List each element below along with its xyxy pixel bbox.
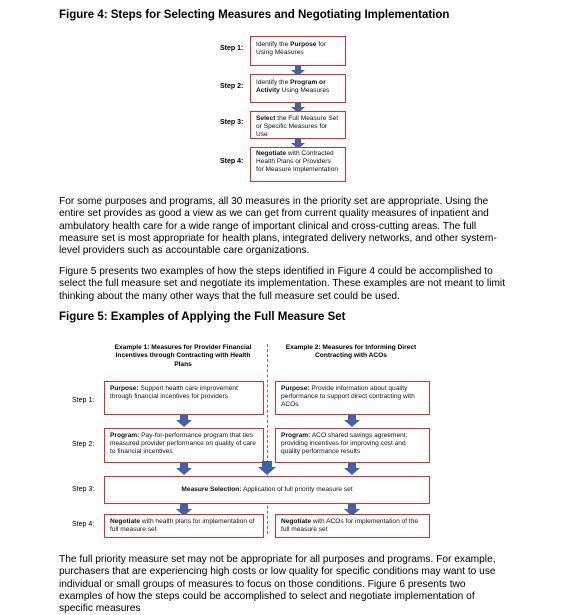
fig5-step4-label: Step 4: [72, 521, 95, 528]
fig5-step1-label: Step 1: [72, 397, 95, 404]
ex2-purpose-box: Purpose: Provide information about quality performance to support direct contracting with ACOs [275, 381, 430, 415]
ex2-negotiate-box: Negotiate with ACOs for implementation of the full measure set [275, 514, 430, 538]
example2-title: Example 2: Measures for Informing Direct Contracting with ACOs [285, 344, 417, 360]
figure5-title: Figure 5: Examples of Applying the Full Measure Set [59, 311, 346, 323]
ex1-purpose-box: Purpose: Support health care improvement through financial incentives for providers [104, 381, 264, 415]
fig4-step2-box: Identify the Program or Activity Using Measures [250, 74, 346, 103]
fig4-step1-label: Step 1: [220, 45, 244, 52]
paragraph-1: For some purposes and programs, all 30 measures in the priority set are appropriate. Using the entire set provides as good a view as we can get from current quality measures of inpatient and ambulatory health care for a wide range of important clinical and cross-cutting areas. The full measure set is most appropriate for health plans, integrated delivery networks, and other system-level providers such as accountable care organizations. [59, 196, 497, 257]
figure4-title: Figure 4: Steps for Selecting Measures and Negotiating Implementation [59, 9, 450, 21]
example1-title: Example 1: Measures for Provider Financial Incentives through Contracting with Health Plans [114, 344, 252, 368]
ex1-negotiate-box: Negotiate with health plans for implementation of full measure set [104, 514, 264, 538]
column-divider [267, 344, 268, 534]
fig5-step2-label: Step 2: [72, 441, 95, 448]
fig5-step3-label: Step 3: [72, 486, 95, 493]
ex1-program-box: Program: Pay-for-performance program that ties measured provider performance on quality of care to financial incentives [104, 428, 264, 463]
fig4-step4-box: Negotiate with Contracted Health Plans or Providers for Measure Implementation [250, 147, 346, 182]
fig4-step2-label: Step 2: [220, 83, 244, 90]
fig4-step1-box: Identify the Purpose for Using Measures [250, 36, 346, 66]
fig4-step3-label: Step 3: [220, 119, 244, 126]
fig4-step4-label: Step 4: [220, 158, 244, 165]
ex2-program-box: Program: ACO shared savings agreement, providing incentives for improving cost and quality performance results [275, 428, 430, 463]
fig4-step3-box: Select the Full Measure Set or Specific Measures for Use [250, 111, 346, 139]
paragraph-3: The full priority measure set may not be appropriate for all purposes and programs. For example, purchasers that are experiencing high costs or low quality for specific conditions may want to use individual or small groups of measures to focus on those conditions. Figure 6 presents two examples of how the steps could be accomplished to select and negotiate implementation of specific measures [59, 554, 496, 615]
measure-selection-box: Measure Selection: Application of full priority measure set [104, 476, 430, 504]
paragraph-2: Figure 5 presents two examples of how the steps identified in Figure 4 could be accomplished to select the full measure set and negotiate its implementation. These examples are not meant to limit thinking about the many other ways that the full measure set could be used. [59, 266, 506, 302]
